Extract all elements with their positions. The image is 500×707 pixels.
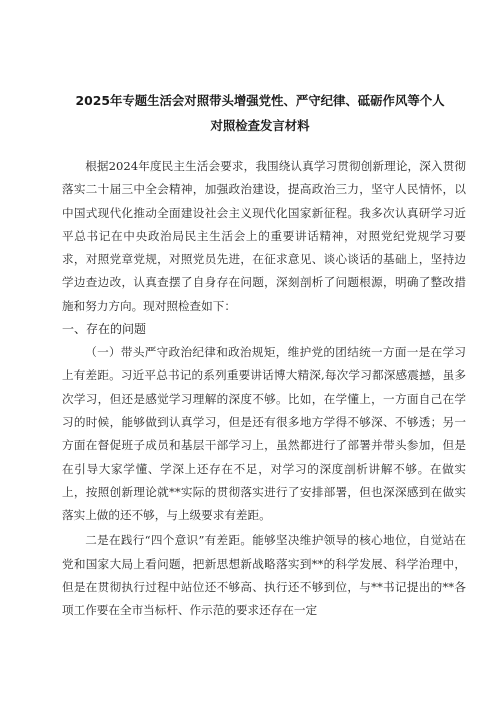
title-line-1: 2025年专题生活会对照带头增强党性、严守纪律、砥砺作风等个人: [75, 93, 445, 108]
document-body: [62, 155, 466, 623]
intro-paragraph: 根据2024年度民主生活会要求，我围绕认真学习贯彻创新理论，深入贯彻落实二十届三中全会精神，加强政治建设，提高政治三力，坚守人民情怀，以中国式现代化推动全面建设社会主义现代化国家新征程。我多次认真研学习近平总书记在中央政治局民主生活会上的重要讲话精神，对照党纪党规学习要求，对照党章党规，对照党员先进，在征求意见、谈心谈话的基础上，坚持边学边查边改，认真查摆了自身存在问题，深刻剖析了问题根源，明确了整改措施和努力方向。现对照检查如下：: [62, 159, 466, 313]
paragraph-political-discipline: （一）带头严守政治纪律和政治规矩，维护党的团结统一方面一是在学习上有差距。习近平总书记的系列重要讲话博大精深,每次学习都深感震撼，虽多次学习，但还是感觉学习理解的深度不够。比如，在学懂上，一方面自己在学习的时候，能够做到认真学习，但是还有很多地方学得不够深、不够透；另一方面在督促班子成员和基层干部学习上，虽然都进行了部署并带头参加，但是在引导大家学懂、学深上还存在不足，对学习的深度剖析讲解不够。在做实上，按照创新理论就**实际的贯彻落实进行了安排部署，但也深深感到在做实落实上做的还不够，与上级要求有差距。: [62, 345, 466, 523]
section-heading-problems: 一、存在的问题: [62, 322, 147, 337]
paragraph-four-consciousness: 二是在践行“四个意识”有差距。能够坚决维护领导的核心地位，自觉站在党和国家大局上看问题，把新思想新战略落实到**的科学发展、科学治理中，但是在贯彻执行过程中站位还不够高、执行还不够到位，与**书记提出的**各项工作要在全市当标杆、作示范的要求还存在一定: [62, 533, 466, 618]
title-line-2: 对照检查发言材料: [210, 118, 310, 133]
document-title: [60, 88, 460, 138]
